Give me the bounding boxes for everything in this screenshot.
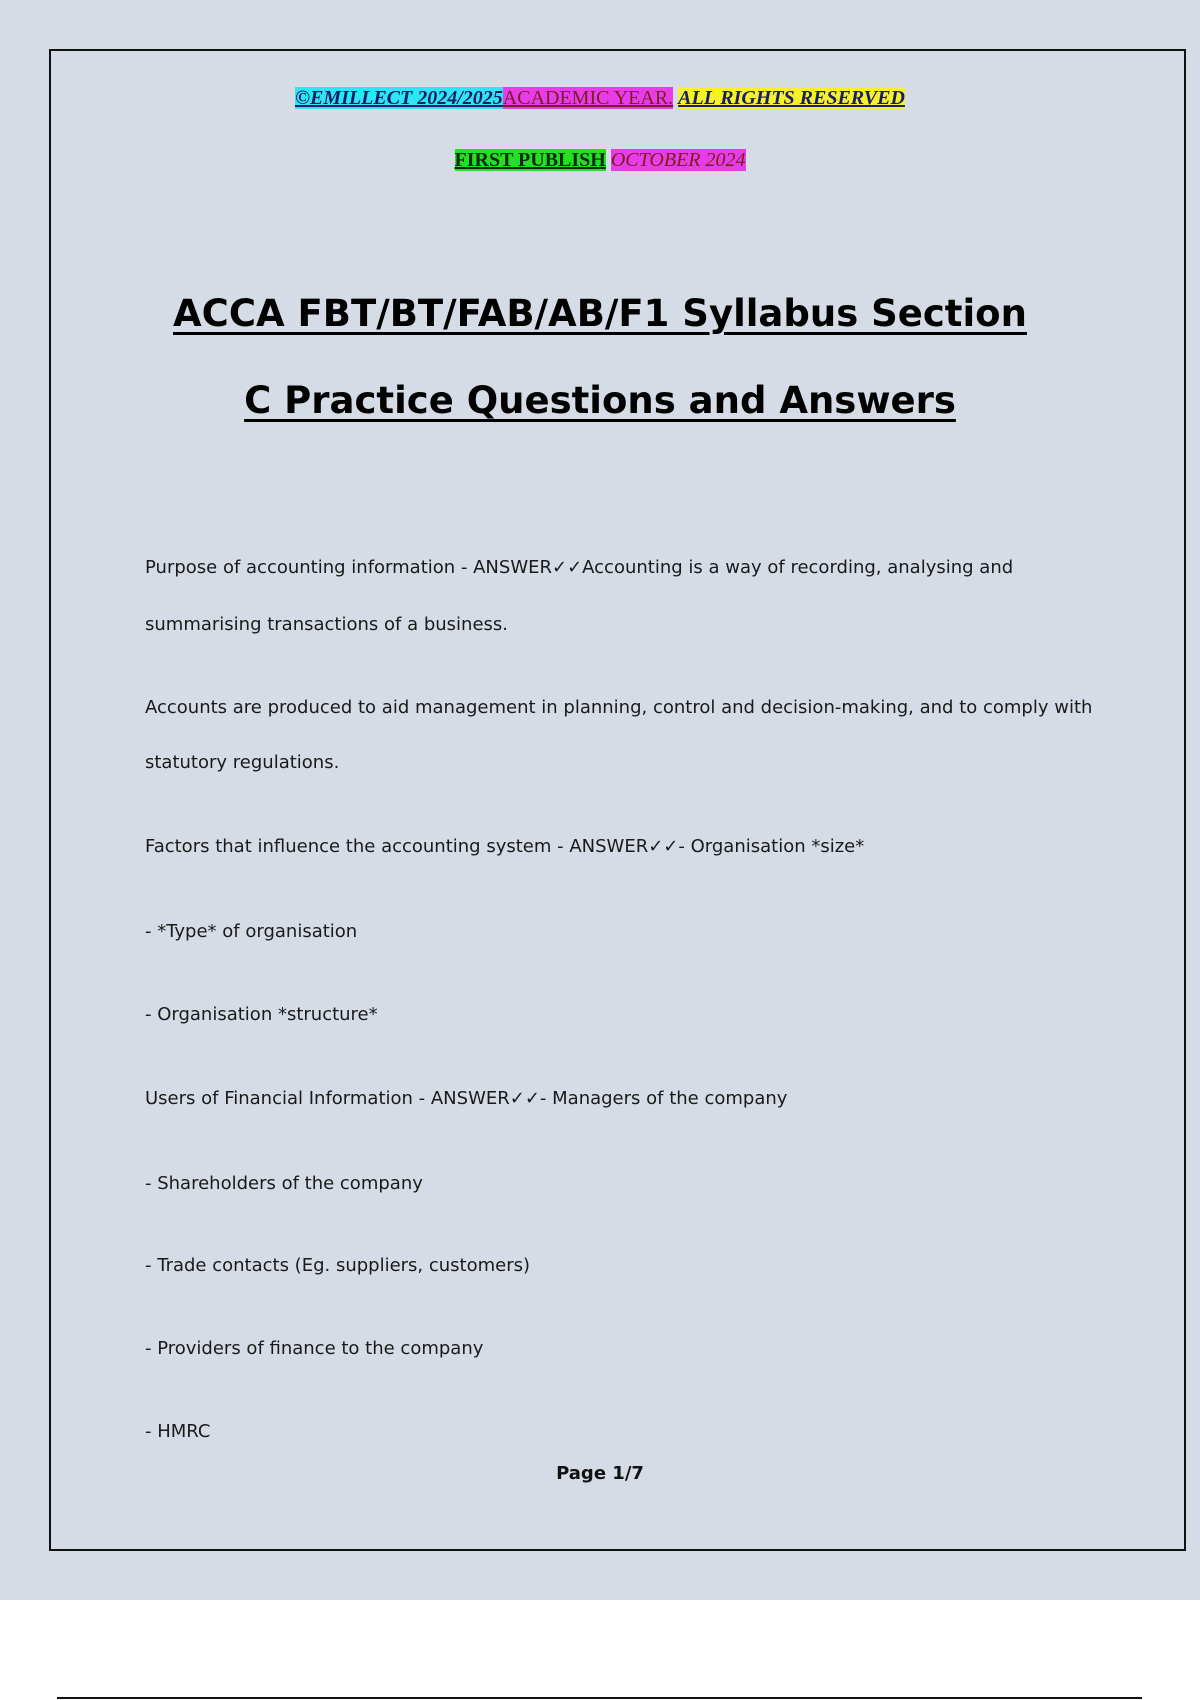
page-border: [49, 49, 1186, 1551]
document-title-line-2: C Practice Questions and Answers: [244, 379, 956, 422]
publish-date-highlight: OCTOBER 2024: [610, 149, 746, 171]
body-line: - *Type* of organisation: [145, 921, 358, 942]
body-line: - Organisation *structure*: [145, 1004, 378, 1025]
body-line: Users of Financial Information - ANSWER✓✓- Managers of the company: [145, 1088, 788, 1109]
body-line: summarising transactions of a business.: [145, 614, 508, 635]
footer-rule: [57, 1697, 1142, 1699]
header-publish-line: [0, 147, 1200, 173]
copyright-highlight: ©EMILLECT 2024/2025: [295, 87, 503, 109]
page-number: Page 1/7: [556, 1463, 644, 1484]
body-line: Purpose of accounting information - ANSWER✓✓Accounting is a way of recording, analysing and: [145, 557, 1014, 578]
body-line: - Shareholders of the company: [145, 1173, 423, 1194]
body-line: - HMRC: [145, 1421, 211, 1442]
header-rights-line: [0, 85, 1200, 111]
body-line: Accounts are produced to aid management in planning, control and decision-making, and to comply with: [145, 697, 1093, 718]
first-publish-highlight: FIRST PUBLISH: [454, 149, 606, 171]
academic-year-highlight: ACADEMIC YEAR.: [502, 87, 674, 109]
body-line: statutory regulations.: [145, 752, 340, 773]
body-line: - Trade contacts (Eg. suppliers, customers): [145, 1255, 531, 1276]
body-line: Factors that influence the accounting system - ANSWER✓✓- Organisation *size*: [145, 836, 865, 857]
body-line: - Providers of finance to the company: [145, 1338, 484, 1359]
rights-highlight: ALL RIGHTS RESERVED: [678, 87, 905, 109]
document-title-line-1: ACCA FBT/BT/FAB/AB/F1 Syllabus Section: [173, 292, 1027, 335]
